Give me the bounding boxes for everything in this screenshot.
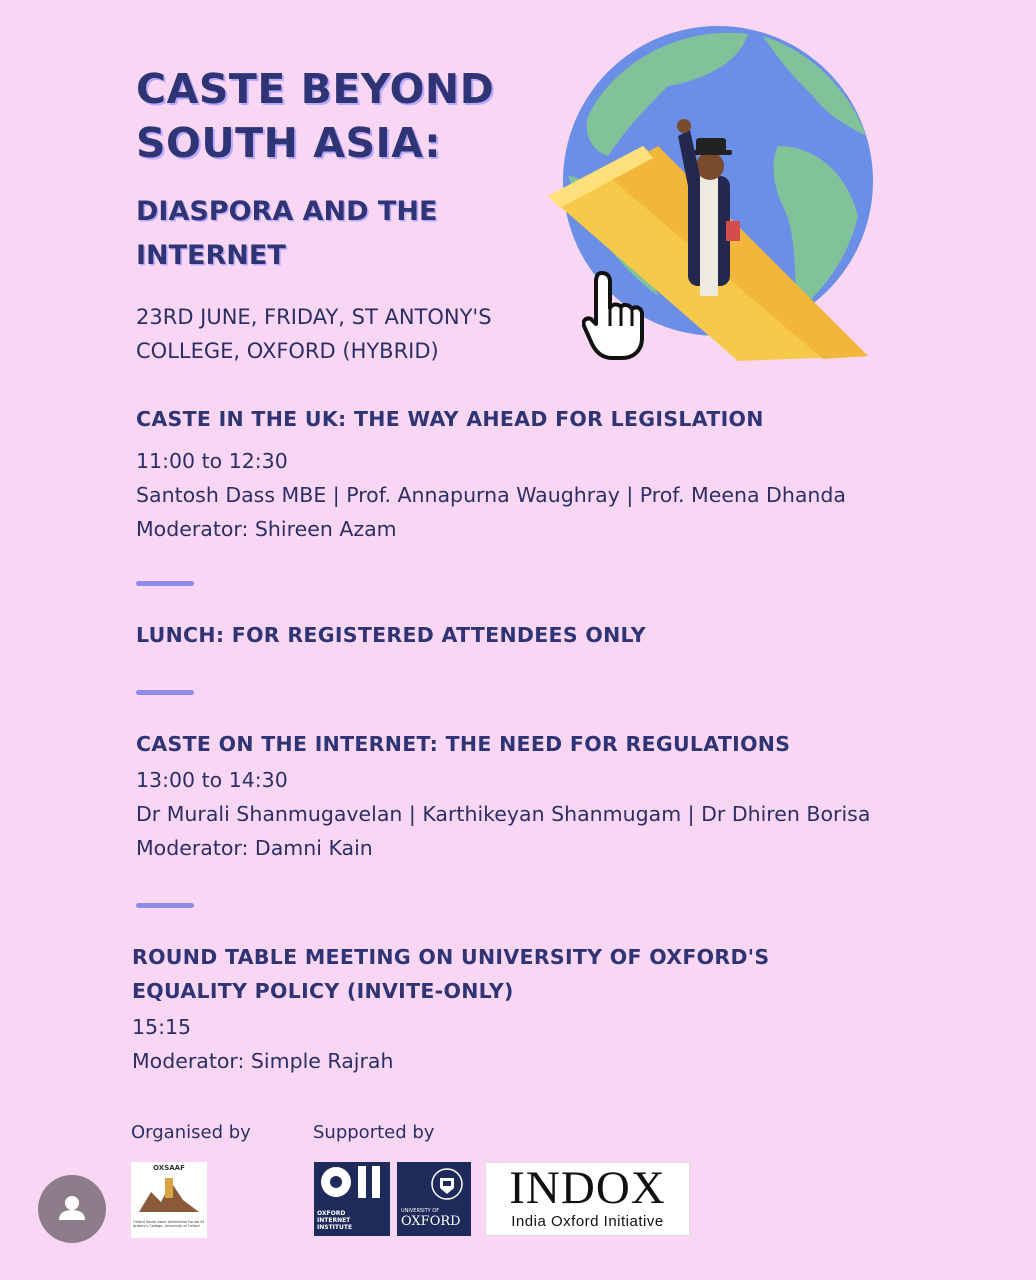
oxford-small-text: UNIVERSITY OF <box>401 1208 440 1214</box>
session-1-speakers: Santosh Dass MBE | Prof. Annapurna Waughray | Prof. Meena Dhanda <box>136 483 846 507</box>
oii-text-line-1: OXFORD <box>317 1210 346 1217</box>
poster-title <box>136 62 556 170</box>
oii-text <box>314 1210 390 1231</box>
oii-text-line-3: INSTITUTE <box>317 1224 353 1231</box>
session-1-time: 11:00 to 12:30 <box>136 449 288 473</box>
session-3 <box>136 727 936 865</box>
session-1-moderator: Moderator: Shireen Azam <box>136 517 397 541</box>
indox-logo[interactable] <box>485 1162 690 1236</box>
oxford-big-text: OXFORD <box>401 1214 461 1229</box>
oxsaaf-logo[interactable] <box>131 1162 207 1238</box>
divider-1 <box>136 581 194 586</box>
session-4 <box>132 940 932 1078</box>
indox-big-text: INDOX <box>509 1162 666 1214</box>
lunch-title: LUNCH: FOR REGISTERED ATTENDEES ONLY <box>136 623 646 647</box>
poster-subtitle <box>136 190 536 278</box>
date-line-2: COLLEGE, OXFORD (HYBRID) <box>136 339 439 363</box>
title-line-1: CASTE BEYOND <box>136 65 495 113</box>
user-avatar-button[interactable] <box>38 1175 106 1243</box>
oii-logo[interactable] <box>314 1162 390 1236</box>
event-date-venue <box>136 300 556 368</box>
session-3-speakers: Dr Murali Shanmugavelan | Karthikeyan Shanmugam | Dr Dhiren Borisa <box>136 802 871 826</box>
oxford-logo[interactable] <box>397 1162 471 1236</box>
date-line-1: 23RD JUNE, FRIDAY, ST ANTONY'S <box>136 305 492 329</box>
subtitle-line-1: DIASPORA AND THE <box>136 196 438 227</box>
hand-pointer-icon <box>582 268 650 363</box>
user-avatar-icon <box>38 1175 106 1243</box>
oxsaaf-caption: Oxford South Asian Alternative Forum St Antony's College, University of Oxford <box>133 1220 204 1228</box>
oxsaaf-emblem-icon <box>131 1172 207 1216</box>
divider-2 <box>136 690 194 695</box>
indox-small-text: India Oxford Initiative <box>511 1213 664 1230</box>
session-lunch <box>136 618 936 652</box>
session-4-title-line-1: ROUND TABLE MEETING ON UNIVERSITY OF OXFORD'S <box>132 945 770 969</box>
session-4-title-line-2: EQUALITY POLICY (INVITE-ONLY) <box>132 979 514 1003</box>
oii-text-line-2: INTERNET <box>317 1217 351 1224</box>
subtitle-line-2: INTERNET <box>136 240 286 271</box>
organised-by-label: Organised by <box>131 1122 251 1143</box>
oxsaaf-logo-text: OXSAAF <box>153 1164 185 1172</box>
divider-3 <box>136 903 194 908</box>
session-3-moderator: Moderator: Damni Kain <box>136 836 373 860</box>
session-1 <box>136 402 936 546</box>
session-4-time: 15:15 <box>132 1015 192 1039</box>
session-3-title: CASTE ON THE INTERNET: THE NEED FOR REGULATIONS <box>136 732 791 756</box>
oii-emblem-icon <box>314 1162 390 1206</box>
oxford-crest-icon <box>397 1162 471 1204</box>
title-line-2: SOUTH ASIA: <box>136 119 442 167</box>
supported-by-label: Supported by <box>313 1122 435 1143</box>
session-3-time: 13:00 to 14:30 <box>136 768 288 792</box>
session-4-moderator: Moderator: Simple Rajrah <box>132 1049 394 1073</box>
session-1-title: CASTE IN THE UK: THE WAY AHEAD FOR LEGISLATION <box>136 407 764 431</box>
